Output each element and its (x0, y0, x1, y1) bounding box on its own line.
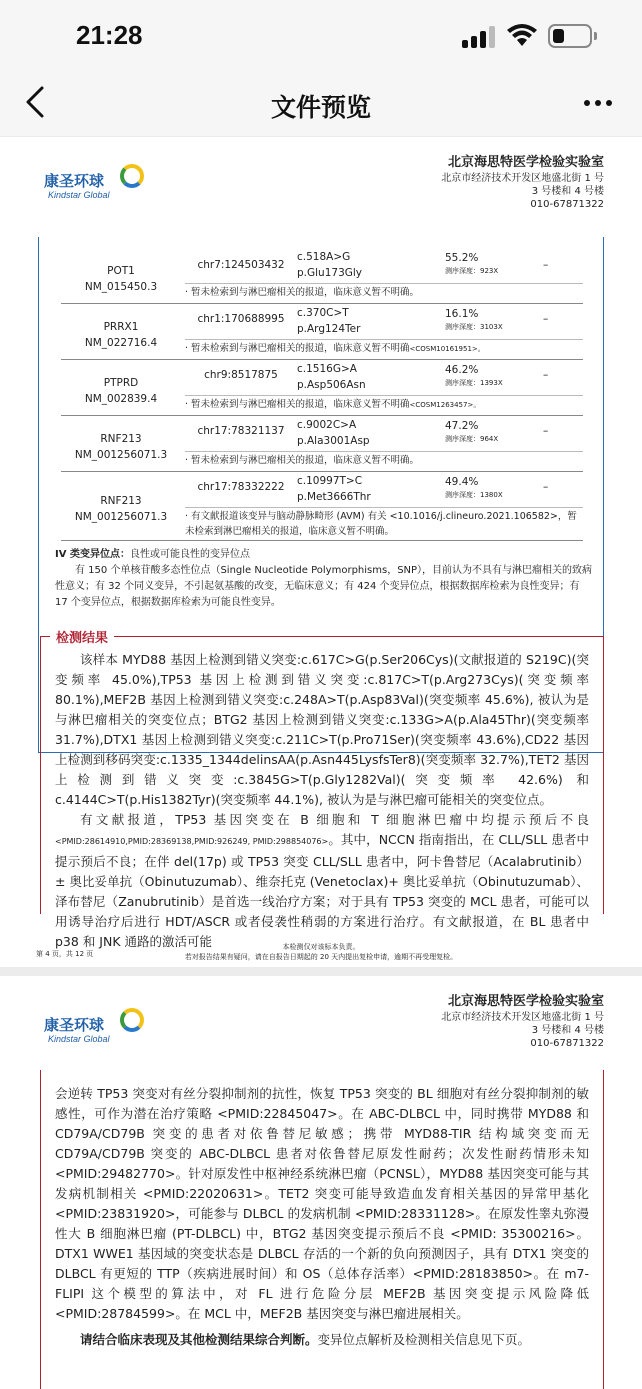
chromosome-position: chr17:78321137 (197, 425, 285, 437)
row-divider (61, 471, 583, 472)
row-divider (61, 359, 583, 360)
dash: – (543, 259, 549, 271)
lab-address: 北京市经济技术开发区地盛北街 1 号 (441, 173, 604, 184)
mutation-frequency: 16.1% (445, 308, 479, 320)
variant-row (61, 307, 583, 359)
variant-note: · 暂未检索到与淋巴瘤相关的报道，临床意义暂不明确 (185, 399, 410, 410)
company-logo (44, 162, 144, 202)
battery-icon (548, 24, 592, 48)
cosmic-ref: <COSM10161951>。 (409, 345, 485, 353)
chromosome-position: chr7:124503432 (197, 259, 285, 271)
protein-change: p.Glu173Gly (297, 267, 363, 279)
company-logo (44, 1006, 144, 1046)
lab-phone: 010-67871322 (530, 199, 604, 210)
variant-row (61, 475, 583, 545)
lab-phone: 010-67871322 (530, 1038, 604, 1049)
lab-address-2: 3 号楼和 4 号楼 (531, 1025, 604, 1036)
variant-note: · 暂未检索到与淋巴瘤相关的报道，临床意义暂不明确 (185, 343, 410, 354)
class-iv-section (55, 547, 595, 611)
chromosome-position: chr17:78332222 (197, 481, 285, 493)
document-page-2 (0, 976, 642, 1389)
logo-text-cn: 康圣环球 (44, 1016, 105, 1034)
lab-name: 北京海思特医学检验实验室 (447, 155, 604, 170)
variant-row (61, 249, 583, 301)
dash: – (543, 313, 549, 325)
gene-name: RNF213 (100, 433, 142, 445)
variant-note: · 暂未检索到与淋巴瘤相关的报道，临床意义暂不明确。 (185, 455, 420, 466)
lab-address-2: 3 号楼和 4 号楼 (531, 186, 604, 197)
mutation-frequency: 47.2% (445, 420, 479, 432)
status-bar (0, 0, 642, 70)
result-text-continued (55, 1084, 589, 1350)
protein-change: p.Arg124Ter (297, 323, 361, 335)
wifi-icon (506, 24, 538, 48)
cdna-change: c.9002C>A (297, 419, 357, 431)
status-time: 21:28 (76, 20, 143, 50)
sequencing-depth: 测序深度：964X (445, 435, 499, 443)
sequencing-depth: 测序深度：3103X (445, 323, 503, 331)
dash: – (543, 481, 549, 493)
cellular-signal-icon (462, 26, 496, 48)
logo-text-en: Kindstar Global (48, 1034, 110, 1044)
protein-change: p.Asp506Asn (297, 379, 366, 391)
transcript: NM_015450.3 (84, 281, 158, 293)
nav-bar (0, 70, 642, 136)
document-page-1 (0, 137, 642, 967)
gene-name: POT1 (107, 265, 135, 277)
logo-ring-icon (120, 1008, 144, 1032)
row-divider (61, 303, 583, 304)
footer-line-2: 若对报告结果有疑问，请在自报告日期起的 20 天内提出复检申请，逾期不再受理复检。 (184, 953, 458, 961)
footer-line-1: 本检测仅对该标本负责。 (282, 943, 360, 951)
result-paragraph-2 (55, 810, 589, 952)
lab-address: 北京市经济技术开发区地盛北街 1 号 (441, 1012, 604, 1023)
dash: – (543, 369, 549, 381)
battery-cap (594, 32, 597, 40)
protein-change: p.Met3666Thr (297, 491, 371, 503)
logo-ring-icon (120, 164, 144, 188)
chromosome-position: chr9:8517875 (204, 369, 278, 381)
mutation-frequency: 55.2% (445, 252, 479, 264)
variant-row (61, 419, 583, 471)
sequencing-depth: 测序深度：923X (445, 267, 499, 275)
lab-header (441, 154, 604, 211)
variant-note: · 暂未检索到与淋巴瘤相关的报道，临床意义暂不明确。 (185, 287, 420, 298)
result-continued-paragraph: 会逆转 TP53 突变对有丝分裂抑制剂的抗性，恢复 TP53 突变的 BL 细胞对有丝分裂抑制剂的敏感性，可作为潜在治疗策略 <PMID:22845047>。在 ABC-DLBCL 中，同时携带 MYD88 和 CD79A/CD79B 突变的患者对依鲁替尼敏感；携带 MYD88-TIR 结构域突变而无 CD79A/CD79B 突变的 ABC-DLBCL 患者对依鲁替尼原发性耐药；次发性耐药情形未知 <PMID:29482770>。针对原发性中枢神经系统淋巴瘤（PCNSL），MYD88 基因突变可能与其发病机制相关 <PMID:22020631>。TET2 突变可能导致造血发育相关基因的异常甲基化 <PMID:23831920>，可能参与 DLBCL 的发病机制 <PMID:28331128>。在原发性睾丸弥漫性大 B 细胞淋巴瘤 (PT-DLBCL) 中，BTG2 基因突变提示预后不良 <PMID: 35300216>。DTX1 WWE1 基因域的突变状态是 DLBCL 存活的一个新的负向预测因子，具有 DTX1 突变的 DLBCL 有更短的 TTP（疾病进展时间）和 OS（总体存活率）<PMID:28183850>。在 m7-FLIPI 这个模型的算法中，对 FL 进行危险分层 MEF2B 基因突变提示风险降低 <PMID:28784599>。在 MCL 中，MEF2B 基因突变与淋巴瘤进展相关。 (55, 1086, 589, 1321)
variant-row (61, 363, 583, 415)
footer-note (0, 942, 642, 962)
protein-change: p.Ala3001Asp (297, 435, 370, 447)
chromosome-position: chr1:170688995 (197, 313, 285, 325)
logo-text-cn: 康圣环球 (44, 172, 105, 190)
result-text (55, 650, 589, 952)
class-iv-text: 有 150 个单核苷酸多态性位点（Single Nucleotide Polymorphisms，SNP），目前认为不具有与淋巴瘤相关的致病性意义；有 32 个同义变异，不引起氨基酸的改变，无临床意义；有 424 个变异位点，根据数据库检索为良性变异；有 17 个变异位点，根据数据库检索为可能良性变异。 (55, 565, 593, 608)
conclusion-bold: 请结合临床表现及其他检测结果综合判断。 (80, 1332, 318, 1347)
cosmic-ref: <COSM1263457>。 (409, 401, 481, 409)
class-iv-subtitle: 良性或可能良性的变异位点 (129, 549, 250, 560)
row-divider (61, 415, 583, 416)
lab-header (441, 993, 604, 1050)
result-p2-part-a: 有文献报道，TP53 基因突变在 B 细胞和 T 细胞淋巴瘤中均提示预后不良 (80, 812, 589, 827)
gene-name: PRRX1 (103, 321, 139, 333)
mutation-frequency: 46.2% (445, 364, 479, 376)
cdna-change: c.370C>T (297, 307, 349, 319)
page-number: 第 4 页，共 12 页 (36, 950, 94, 958)
more-options-icon[interactable] (584, 100, 614, 108)
row-divider (61, 540, 583, 541)
dash: – (543, 425, 549, 437)
cdna-change: c.10997T>C (297, 475, 363, 487)
logo-text-en: Kindstar Global (48, 190, 110, 200)
sequencing-depth: 测序深度：1380X (445, 491, 503, 499)
transcript: NM_002839.4 (84, 393, 158, 405)
class-iv-title: IV 类变异位点： (55, 549, 130, 560)
gene-name: RNF213 (100, 495, 142, 507)
lab-name: 北京海思特医学检验实验室 (447, 994, 604, 1009)
result-title: 检测结果 (50, 627, 114, 646)
conclusion-rest: 变异位点解析及检测相关信息见下页。 (317, 1332, 531, 1347)
transcript: NM_022716.4 (84, 337, 158, 349)
cdna-change: c.1516G>A (297, 363, 357, 375)
variant-note: · 有文献报道该变异与脑动静脉畸形 (AVM) 有关 <10.1016/j.clineuro.2021.106582>，暂未检索到淋巴瘤相关的报道，临床意义暂不明确。 (185, 507, 583, 539)
cdna-change: c.518A>G (297, 251, 351, 263)
conclusion-line (55, 1330, 589, 1350)
gene-name: PTPRD (103, 377, 139, 389)
transcript: NM_001256071.3 (74, 449, 168, 461)
mutation-frequency: 49.4% (445, 476, 479, 488)
transcript: NM_001256071.3 (74, 511, 168, 523)
result-p2-part-b: 。其中，NCCN 指南指出，在 CLL/SLL 患者中提示预后不良；在伴 del(17p) 或 TP53 突变 CLL/SLL 患者中，阿卡鲁替尼（Acalabrutinib）± 奥比妥单抗（Obinutuzumab）、维奈托克 (Venetoclax)+ 奥比妥单抗（Obinutuzumab）、泽布替尼（Zanubrutinib）是首选一线治疗方案；对于具有 TP53 突变的 MCL 患者，可能可以用诱导治疗后进行 HDT/ASCR 或者侵袭性稍弱的方案进行治疗。有文献报道，在 BL 患者中 p38 和 JNK 通路的激活可能 (55, 832, 589, 949)
result-paragraph-1: 该样本 MYD88 基因上检测到错义突变:c.617C>G(p.Ser206Cys)(文献报道的 S219C)(突变频率 45.0%),TP53 基因上检测到错义突变:c.817C>T(p.Arg273Cys)(突变频率 80.1%),MEF2B 基因上检测到错义突变:c.248A>T(p.Asp83Val)(突变频率 45.6%), 被认为是与淋巴瘤相关的突变位点；BTG2 基因上检测到错义突变:c.133G>A(p.Ala45Thr)(突变频率 31.7%),DTX1 基因上检测到错义突变:c.211C>T(p.Pro71Ser)(突变频率 43.6%),CD22 基因上检测到移码突变:c.1335_1344delinsAA(p.Asn445LysfsTer8)(突变频率 32.7%),TET2 基因上检测到错义突变:c.3845G>T(p.Gly1282Val)(突变频率 42.6%) 和 c.4144C>T(p.His1382Tyr)(突变频率 44.1%), 被认为是与淋巴瘤可能相关的突变位点。 (55, 652, 589, 807)
pmid-ref: <PMID:28614910,PMID:28369138,PMID:926249, PMID:29885407​6> (55, 837, 329, 846)
sequencing-depth: 测序深度：1393X (445, 379, 503, 387)
page-title: 文件预览 (270, 93, 371, 122)
